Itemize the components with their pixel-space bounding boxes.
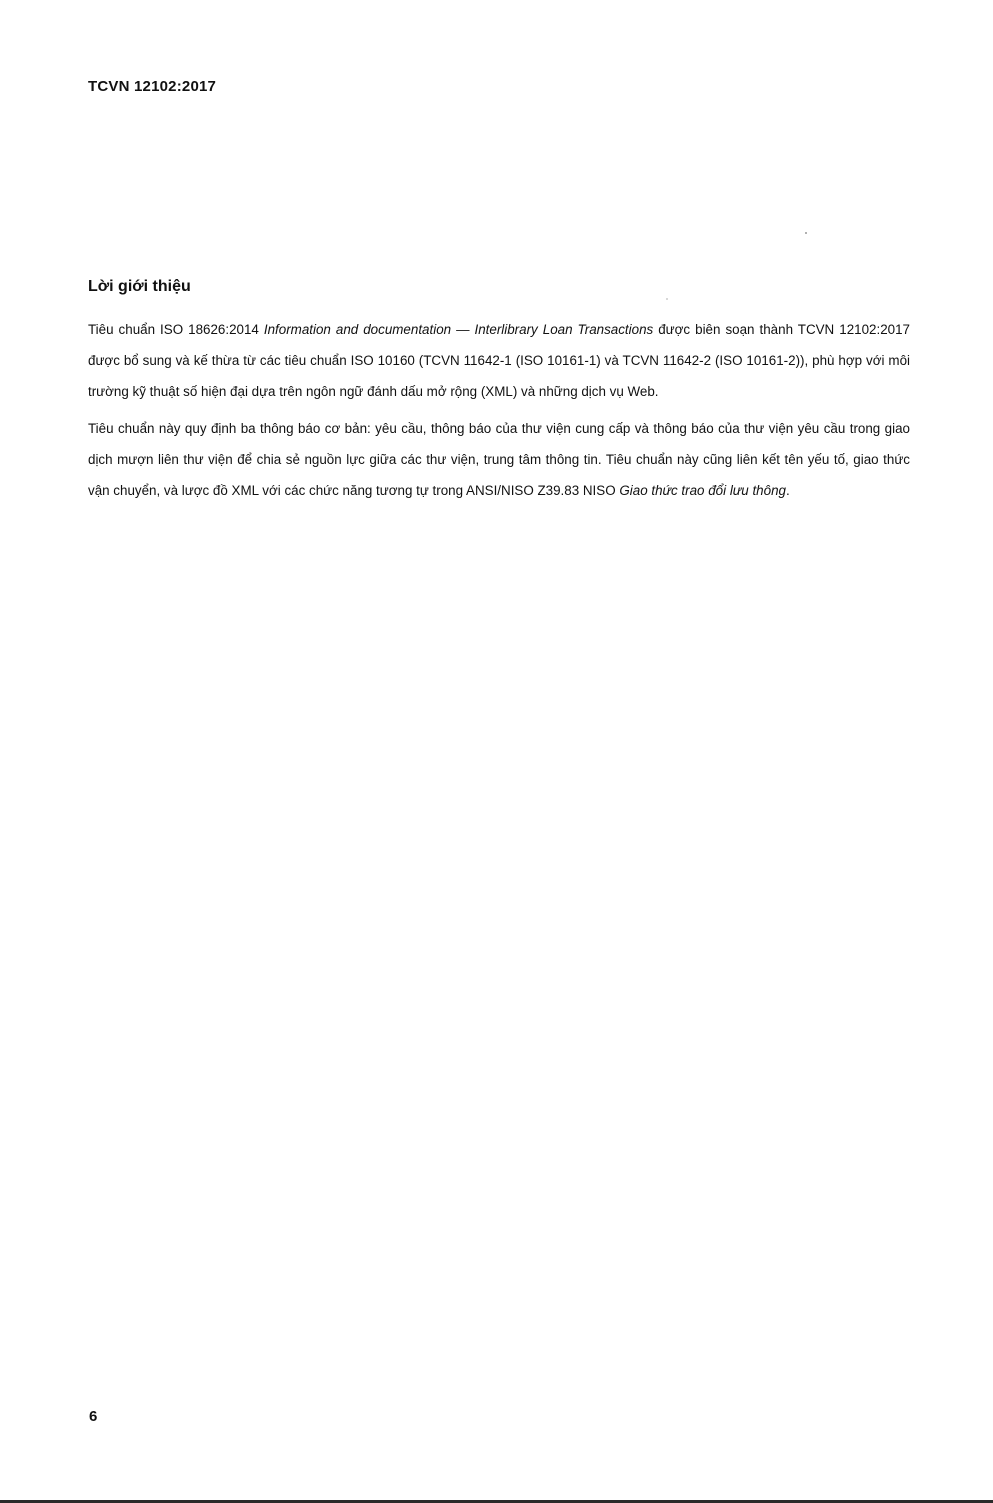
scan-speck (805, 232, 807, 234)
paragraph-text: Tiêu chuẩn ISO 18626:2014 (88, 322, 264, 337)
intro-paragraph-2 (88, 413, 910, 506)
paragraph-text: được biên soạn thành TCVN 12102:2017 được bổ sung và kế thừa từ các tiêu chuẩn ISO 10160 (TCVN 11642-1 (ISO 10161-1) và TCVN 11642-2 (ISO 10161-2)), phù hợp với môi trường kỹ thuật số hiện đại dựa trên ngôn ngữ đánh dấu mở rộng (XML) và những dịch vụ Web. (88, 322, 910, 399)
paragraph-text: Tiêu chuẩn này quy định ba thông báo cơ bản: yêu cầu, thông báo của thư viện cung cấp và thông báo của thư viện yêu cầu trong giao dịch mượn liên thư viện để chia sẻ nguồn lực giữa các thư viện, trung tâm thông tin. Tiêu chuẩn này cũng liên kết tên yếu tố, giao thức vận chuyển, và lược đồ XML với các chức năng tương tự trong ANSI/NISO Z39.83 NISO (88, 421, 910, 498)
paragraph-text: . (785, 483, 790, 498)
document-code-header: TCVN 12102:2017 (88, 78, 217, 95)
standard-title-italic: Information and documentation — Interlibrary Loan Transactions (263, 322, 654, 337)
page-number: 6 (89, 1408, 98, 1425)
scan-speck (666, 298, 668, 300)
section-title: Lời giới thiệu (88, 278, 191, 295)
protocol-name-italic: Giao thức trao đổi lưu thông (619, 483, 786, 498)
intro-paragraph-1 (88, 314, 910, 407)
introduction-section (88, 278, 910, 512)
